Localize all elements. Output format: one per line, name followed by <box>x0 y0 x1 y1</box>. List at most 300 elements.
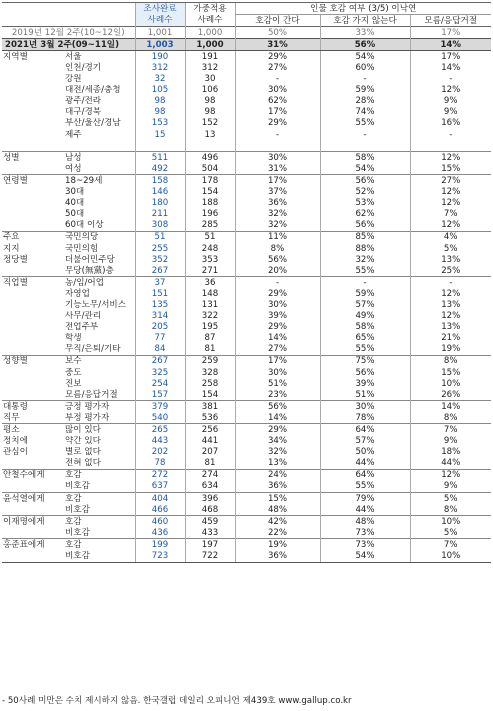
group-label: 정당별 <box>3 254 28 265</box>
sample-count: 254 <box>135 378 185 389</box>
favorable-pct: 34% <box>235 436 320 447</box>
unfavorable-pct: 54% <box>320 163 410 175</box>
dont-know-pct: 7% <box>410 539 491 551</box>
favorable-pct: 19% <box>235 539 320 551</box>
sample-count: 443 <box>135 436 185 447</box>
sample-count: 84 <box>135 344 185 356</box>
group-label <box>2 198 49 209</box>
subgroup-label: 약간 있다 <box>65 436 101 447</box>
header-row-2 <box>2 15 491 27</box>
group-label <box>2 140 49 152</box>
table-row <box>2 333 491 344</box>
favorable-pct: - <box>235 74 320 85</box>
table-row <box>2 85 491 96</box>
weighted-count: 381 <box>185 401 235 413</box>
subgroup-label: 강원 <box>65 74 82 85</box>
dont-know-pct: 14% <box>410 401 491 413</box>
dont-know-pct: 13% <box>410 299 491 310</box>
favorable-pct: 32% <box>235 209 320 220</box>
group-label <box>2 333 49 344</box>
subgroup-label: 무당(無黨)층 <box>65 265 114 276</box>
group-label <box>2 527 49 539</box>
sample-count: 325 <box>135 367 185 378</box>
table-row <box>2 401 491 413</box>
weighted-count: 81 <box>185 344 235 356</box>
group-label: 연령별 <box>2 175 49 187</box>
group-label: 평소 <box>2 424 49 436</box>
unfavorable-pct: 60% <box>320 62 410 73</box>
subgroup-label: 더불어민주당 <box>65 254 115 265</box>
table-row <box>2 469 491 481</box>
table-row <box>2 288 491 299</box>
favorable-pct: 29% <box>235 51 320 63</box>
favorable-pct: - <box>235 277 320 289</box>
table-row <box>2 96 491 107</box>
sample-count: 255 <box>135 243 185 254</box>
dont-know-pct: 12% <box>410 220 491 232</box>
unfavorable-pct: 54% <box>320 551 410 563</box>
table-row <box>2 231 491 243</box>
group-label <box>2 551 49 563</box>
unfavorable-pct: 85% <box>320 231 410 243</box>
unfavorable-pct: 73% <box>320 527 410 539</box>
group-label <box>2 107 49 118</box>
unfavorable-pct: 30% <box>320 401 410 413</box>
table-row <box>2 527 491 539</box>
dont-know-pct: 7% <box>410 209 491 220</box>
group-label <box>2 118 49 129</box>
dont-know-pct: 10% <box>410 516 491 528</box>
dont-know-pct: 8% <box>410 355 491 367</box>
weighted-count: 353 <box>185 254 235 265</box>
table-row <box>2 322 491 333</box>
table-row <box>2 163 491 175</box>
sample-count: 308 <box>135 220 185 232</box>
table-row <box>2 493 491 505</box>
header-complete-label: 조사완료 <box>135 3 185 15</box>
unfavorable-pct: 64% <box>320 424 410 436</box>
favorable-pct: 37% <box>235 187 320 198</box>
sample-count: 105 <box>135 85 185 96</box>
subgroup-label: 기능노무/서비스 <box>65 299 127 310</box>
sample-count: 352 <box>135 254 185 265</box>
subgroup-label: 중도 <box>65 367 82 378</box>
dont-know-pct: 21% <box>410 333 491 344</box>
table-row <box>2 198 491 209</box>
current-survey-label: 2021년 3월 2주(09~11일) <box>2 39 135 51</box>
group-label: 직무 <box>3 412 20 423</box>
table-row <box>2 107 491 118</box>
question-title: 인물 호감 여부 (3/5) 이낙연 <box>235 3 491 15</box>
favorable-pct: 14% <box>235 412 320 424</box>
table-row <box>2 355 491 367</box>
current-dont-know: 14% <box>410 39 491 51</box>
table-row <box>2 277 491 289</box>
sample-count: 492 <box>135 163 185 175</box>
subgroup-label: 40대 <box>65 198 85 209</box>
unfavorable-pct: 28% <box>320 96 410 107</box>
sample-count: 98 <box>135 107 185 118</box>
table-row <box>2 74 491 85</box>
weighted-count: 396 <box>185 493 235 505</box>
favorable-pct: 29% <box>235 322 320 333</box>
favorable-pct: 17% <box>235 355 320 367</box>
group-label <box>2 96 49 107</box>
favorable-pct: 42% <box>235 516 320 528</box>
group-label: 안철수에게 <box>2 469 49 481</box>
group-label <box>2 74 49 85</box>
group-label <box>2 62 49 73</box>
weighted-count: 285 <box>185 220 235 232</box>
subgroup-label: 호감 <box>49 469 135 481</box>
unfavorable-pct: 88% <box>320 243 410 254</box>
weighted-count: 13 <box>185 129 235 140</box>
group-label <box>2 163 49 175</box>
weighted-count: 441 <box>185 436 235 447</box>
subgroup-label: 별로 없다 <box>65 447 101 458</box>
group-label: 직업별 <box>2 277 49 289</box>
sample-count: 723 <box>135 551 185 563</box>
table-row <box>2 209 491 220</box>
unfavorable-pct: 56% <box>320 175 410 187</box>
table-row <box>2 265 491 277</box>
weighted-count: 536 <box>185 412 235 424</box>
unfavorable-pct: 56% <box>320 220 410 232</box>
table-row <box>2 458 491 470</box>
sample-count: 540 <box>135 412 185 424</box>
favorable-pct: 29% <box>235 424 320 436</box>
favorable-pct: 27% <box>235 344 320 356</box>
group-label <box>2 389 49 401</box>
table-row <box>2 344 491 356</box>
favorable-pct: 14% <box>235 333 320 344</box>
dont-know-pct: 9% <box>410 481 491 493</box>
sample-count: 466 <box>135 504 185 516</box>
subgroup-label: 30대 <box>65 187 85 198</box>
group-label: 윤석열에게 <box>2 493 49 505</box>
sample-count: 190 <box>135 51 185 63</box>
table-row <box>2 175 491 187</box>
weighted-count: 271 <box>185 265 235 277</box>
favorable-pct: 27% <box>235 62 320 73</box>
favorable-pct: 32% <box>235 447 320 458</box>
sample-count: 202 <box>135 447 185 458</box>
group-label <box>2 129 49 140</box>
unfavorable-pct: 50% <box>320 447 410 458</box>
dont-know-pct: 19% <box>410 344 491 356</box>
table-row <box>2 516 491 528</box>
current-favorable: 31% <box>235 39 320 51</box>
subgroup-label: 부산/울산/경남 <box>65 118 121 129</box>
group-label <box>2 481 49 493</box>
dont-know-pct: 13% <box>410 254 491 265</box>
table-row <box>2 220 491 232</box>
unfavorable-pct: 53% <box>320 198 410 209</box>
table-row <box>2 129 491 140</box>
favorable-pct: 8% <box>235 243 320 254</box>
unfavorable-pct: - <box>320 74 410 85</box>
table-row <box>2 389 491 401</box>
unfavorable-pct: 78% <box>320 412 410 424</box>
unfavorable-pct: 57% <box>320 436 410 447</box>
survey-table <box>2 2 491 563</box>
dont-know-pct: 12% <box>410 198 491 209</box>
table-row <box>2 436 491 447</box>
subgroup-label: 국민의당 <box>49 231 135 243</box>
favorable-pct <box>235 140 320 152</box>
subgroup-label: 사무/관리 <box>65 311 102 322</box>
favorable-pct: 22% <box>235 527 320 539</box>
weighted-count: 207 <box>185 447 235 458</box>
table-row <box>2 299 491 310</box>
subgroup-label: 대구/경북 <box>65 107 102 118</box>
favorable-pct: 17% <box>235 107 320 118</box>
sample-count: 153 <box>135 118 185 129</box>
group-label <box>2 344 49 356</box>
weighted-count: 51 <box>185 231 235 243</box>
weighted-count: 154 <box>185 389 235 401</box>
weighted-count: 154 <box>185 187 235 198</box>
sample-count: 158 <box>135 175 185 187</box>
sample-count: 267 <box>135 265 185 277</box>
table-row <box>2 551 491 563</box>
weighted-count: 106 <box>185 85 235 96</box>
group-label: 정치에 <box>3 436 28 447</box>
group-label <box>2 378 49 389</box>
previous-unfavorable: 33% <box>320 27 410 39</box>
table-row <box>2 62 491 73</box>
table-row <box>2 378 491 389</box>
group-label <box>2 299 49 310</box>
unfavorable-pct: 62% <box>320 209 410 220</box>
dont-know-pct: 7% <box>410 424 491 436</box>
unfavorable-pct: 56% <box>320 367 410 378</box>
weighted-count: 248 <box>185 243 235 254</box>
subgroup-label: 서울 <box>49 51 135 63</box>
subgroup-label: 제주 <box>65 129 82 140</box>
dont-know-pct: 27% <box>410 175 491 187</box>
sample-count: 312 <box>135 62 185 73</box>
unfavorable-pct: 59% <box>320 85 410 96</box>
unfavorable-pct: 32% <box>320 254 410 265</box>
header-unfavorable: 호감 가지 않는다 <box>320 15 410 27</box>
weighted-count: 328 <box>185 367 235 378</box>
subgroup-label: 전업주부 <box>65 322 99 333</box>
unfavorable-pct: 39% <box>320 378 410 389</box>
favorable-pct: 15% <box>235 493 320 505</box>
weighted-count: 98 <box>185 107 235 118</box>
weighted-count: 256 <box>185 424 235 436</box>
sample-count: 314 <box>135 311 185 322</box>
dont-know-pct: 10% <box>410 551 491 563</box>
unfavorable-pct: 73% <box>320 539 410 551</box>
unfavorable-pct: 58% <box>320 152 410 164</box>
weighted-count: 274 <box>185 469 235 481</box>
dont-know-pct: - <box>410 277 491 289</box>
sample-count: 637 <box>135 481 185 493</box>
dont-know-pct: 9% <box>410 107 491 118</box>
group-label <box>2 220 49 232</box>
dont-know-pct: 10% <box>410 378 491 389</box>
weighted-count: 504 <box>185 163 235 175</box>
weighted-count: 196 <box>185 209 235 220</box>
header-favorable: 호감이 간다 <box>235 15 320 27</box>
dont-know-pct <box>410 140 491 152</box>
subgroup-label: 많이 있다 <box>49 424 135 436</box>
favorable-pct: 23% <box>235 389 320 401</box>
weighted-count: 98 <box>185 96 235 107</box>
table-row <box>2 412 491 424</box>
subgroup-label <box>49 140 135 152</box>
sample-count: 199 <box>135 539 185 551</box>
dont-know-pct: 5% <box>410 527 491 539</box>
unfavorable-pct: 49% <box>320 311 410 322</box>
subgroup-label: 국민의힘 <box>65 243 99 254</box>
subgroup-label: 50대 <box>65 209 85 220</box>
favorable-pct: 30% <box>235 85 320 96</box>
sample-count: 98 <box>135 96 185 107</box>
dont-know-pct: 12% <box>410 85 491 96</box>
dont-know-pct: 25% <box>410 265 491 277</box>
favorable-pct: 30% <box>235 299 320 310</box>
table-row <box>2 481 491 493</box>
favorable-pct: 39% <box>235 311 320 322</box>
table-row <box>2 140 491 152</box>
weighted-count: 188 <box>185 198 235 209</box>
unfavorable-pct: 44% <box>320 458 410 470</box>
sample-count: 151 <box>135 288 185 299</box>
group-label <box>2 311 49 322</box>
group-label <box>2 322 49 333</box>
table-row <box>2 447 491 458</box>
subgroup-label: 모름/응답거절 <box>65 389 118 400</box>
favorable-pct: 20% <box>235 265 320 277</box>
header-weighted-n: 사례수 <box>185 15 235 27</box>
unfavorable-pct: 55% <box>320 344 410 356</box>
group-label <box>2 288 49 299</box>
table-row <box>2 254 491 265</box>
subgroup-label: 남성 <box>49 152 135 164</box>
subgroup-label: 여성 <box>65 163 82 174</box>
subgroup-label: 부정 평가자 <box>65 412 110 423</box>
unfavorable-pct: 57% <box>320 299 410 310</box>
dont-know-pct: 12% <box>410 288 491 299</box>
unfavorable-pct: 44% <box>320 504 410 516</box>
weighted-count: 81 <box>185 458 235 470</box>
dont-know-pct: 5% <box>410 493 491 505</box>
unfavorable-pct: 64% <box>320 469 410 481</box>
dont-know-pct: 8% <box>410 504 491 516</box>
group-label: 관심이 <box>3 447 28 458</box>
table-row <box>2 51 491 63</box>
favorable-pct: 62% <box>235 96 320 107</box>
weighted-count: 459 <box>185 516 235 528</box>
unfavorable-pct: 79% <box>320 493 410 505</box>
sample-count: 180 <box>135 198 185 209</box>
weighted-count: 197 <box>185 539 235 551</box>
subgroup-label: 광주/전라 <box>65 96 102 107</box>
unfavorable-pct: 51% <box>320 389 410 401</box>
dont-know-pct: 5% <box>410 243 491 254</box>
weighted-count: 191 <box>185 51 235 63</box>
sample-count <box>135 140 185 152</box>
favorable-pct: 31% <box>235 163 320 175</box>
subgroup-label: 전혀 없다 <box>65 458 101 469</box>
previous-survey-row <box>2 27 491 39</box>
dont-know-pct: - <box>410 129 491 140</box>
unfavorable-pct: 48% <box>320 516 410 528</box>
group-label <box>2 85 49 96</box>
weighted-count: 468 <box>185 504 235 516</box>
weighted-count: 634 <box>185 481 235 493</box>
weighted-count: 195 <box>185 322 235 333</box>
sample-count: 265 <box>135 424 185 436</box>
subgroup-label: 비호감 <box>65 481 90 492</box>
sample-count: 460 <box>135 516 185 528</box>
dont-know-pct: 15% <box>410 367 491 378</box>
unfavorable-pct: 65% <box>320 333 410 344</box>
weighted-count: 433 <box>185 527 235 539</box>
sample-count: 511 <box>135 152 185 164</box>
unfavorable-pct: 74% <box>320 107 410 118</box>
sample-count: 404 <box>135 493 185 505</box>
favorable-pct: 36% <box>235 551 320 563</box>
group-label: 지역별 <box>2 51 49 63</box>
sample-count: 379 <box>135 401 185 413</box>
sample-count: 78 <box>135 458 185 470</box>
group-label: 성별 <box>2 152 49 164</box>
weighted-count: 36 <box>185 277 235 289</box>
favorable-pct: 11% <box>235 231 320 243</box>
subgroup-label: 진보 <box>65 378 82 389</box>
unfavorable-pct: 75% <box>320 355 410 367</box>
dont-know-pct: 16% <box>410 118 491 129</box>
sample-count: 272 <box>135 469 185 481</box>
subgroup-label: 인천/경기 <box>65 63 102 74</box>
dont-know-pct: 26% <box>410 389 491 401</box>
favorable-pct: 30% <box>235 152 320 164</box>
previous-survey-label: 2019년 12월 2주(10~12일) <box>2 27 135 39</box>
group-label: 성향별 <box>2 355 49 367</box>
weighted-count: 30 <box>185 74 235 85</box>
weighted-count: 259 <box>185 355 235 367</box>
dont-know-pct: 8% <box>410 412 491 424</box>
weighted-count: 152 <box>185 118 235 129</box>
header-row-1 <box>2 3 491 15</box>
subgroup-label: 18~29세 <box>49 175 135 187</box>
previous-dont-know: 17% <box>410 27 491 39</box>
sample-count: 37 <box>135 277 185 289</box>
favorable-pct: 32% <box>235 220 320 232</box>
dont-know-pct: 18% <box>410 447 491 458</box>
unfavorable-pct <box>320 140 410 152</box>
group-label <box>2 265 49 277</box>
sample-count: 146 <box>135 187 185 198</box>
group-label: 지지 <box>3 243 20 254</box>
favorable-pct: 30% <box>235 367 320 378</box>
dont-know-pct: 44% <box>410 458 491 470</box>
previous-weighted: 1,000 <box>185 27 235 39</box>
dont-know-pct: 14% <box>410 62 491 73</box>
table-row <box>2 367 491 378</box>
current-survey-row <box>2 39 491 51</box>
previous-n: 1,001 <box>135 27 185 39</box>
subgroup-label: 호감 <box>49 539 135 551</box>
sample-count: 436 <box>135 527 185 539</box>
favorable-pct: 36% <box>235 198 320 209</box>
weighted-count: 496 <box>185 152 235 164</box>
subgroup-label: 긍정 평가자 <box>49 401 135 413</box>
